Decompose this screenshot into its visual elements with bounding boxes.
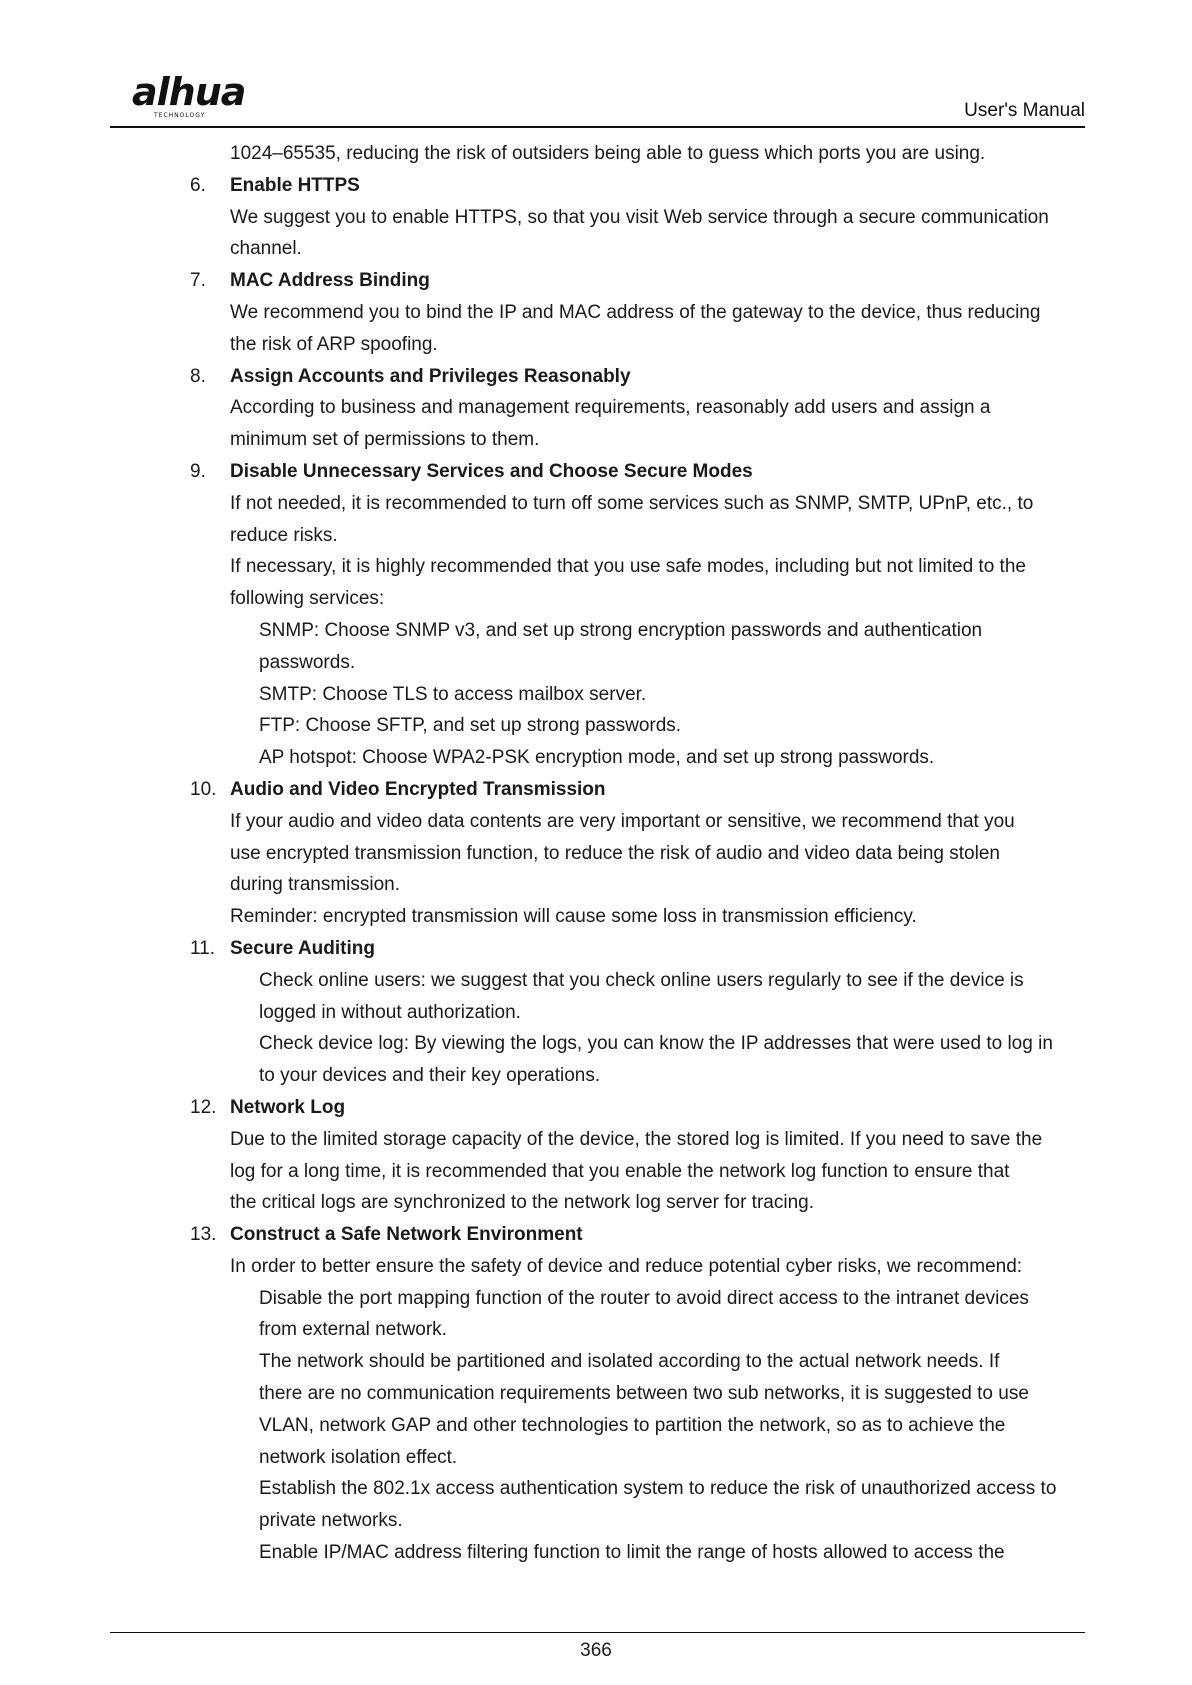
paragraph-text-line: during transmission. [230, 874, 401, 896]
list-item-number: 11. [190, 937, 216, 959]
list-item-heading [190, 265, 1090, 297]
list-item-title: Audio and Video Encrypted Transmission [230, 778, 606, 800]
document-body [190, 138, 1090, 1569]
logo-wordmark: alhua [132, 70, 246, 114]
sub-bullet-text-line: The network should be partitioned and isolated according to the actual network needs. If [259, 1351, 1000, 1373]
paragraph-text-line: Due to the limited storage capacity of the device, the stored log is limited. If you need to save the [230, 1128, 1043, 1150]
paragraph-text-line: the critical logs are synchronized to the network log server for tracing. [230, 1192, 814, 1214]
paragraph-text-line: log for a long time, it is recommended that you enable the network log function to ensure that [230, 1160, 1010, 1182]
list-item-number: 12. [190, 1096, 217, 1118]
list-item-title: Assign Accounts and Privileges Reasonably [230, 365, 631, 387]
paragraph-text-line: following services: [230, 588, 385, 610]
paragraph-text-line: use encrypted transmission function, to reduce the risk of audio and video data being stolen [230, 842, 1000, 864]
manual-title: User's Manual [964, 100, 1085, 121]
paragraph-text-line: If not needed, it is recommended to turn off some services such as SNMP, SMTP, UPnP, etc., to [230, 492, 1034, 514]
list-item-heading [190, 1092, 1090, 1124]
list-item-title: Enable HTTPS [230, 174, 360, 196]
list-item-title: MAC Address Binding [230, 270, 430, 292]
header-rule [110, 126, 1085, 128]
list-item-heading [190, 774, 1090, 806]
list-item-heading [190, 933, 1090, 965]
sub-bullet-text-line: private networks. [259, 1510, 403, 1532]
sub-bullet-text-line: VLAN, network GAP and other technologies to partition the network, so as to achieve the [259, 1414, 1006, 1436]
page-number: 366 [580, 1640, 612, 1661]
paragraph-text-line: If your audio and video data contents are very important or sensitive, we recommend that you [230, 810, 1015, 832]
sub-bullet-text-line: network isolation effect. [259, 1446, 458, 1468]
sub-bullet-text-line: Enable IP/MAC address filtering function to limit the range of hosts allowed to access the [259, 1542, 1005, 1564]
page-header [110, 72, 1085, 128]
sub-bullet-text-line: Check online users: we suggest that you check online users regularly to see if the device is [259, 969, 1024, 991]
sub-bullet-text-line: SNMP: Choose SNMP v3, and set up strong encryption passwords and authentication [259, 619, 983, 641]
list-item-heading [190, 456, 1090, 488]
sub-bullet-text-line: from external network. [259, 1319, 447, 1341]
list-item-title: Disable Unnecessary Services and Choose Secure Modes [230, 460, 753, 482]
list-item-heading [190, 170, 1090, 202]
dahua-logo [120, 70, 280, 119]
footer-rule [110, 1632, 1085, 1633]
paragraph-text-line: reduce risks. [230, 524, 338, 546]
sub-bullet-text-line: AP hotspot: Choose WPA2-PSK encryption mode, and set up strong passwords. [259, 747, 935, 769]
paragraph-text-line: We suggest you to enable HTTPS, so that you visit Web service through a secure communication [230, 206, 1049, 228]
sub-bullet-text-line: SMTP: Choose TLS to access mailbox server. [259, 683, 647, 705]
sub-bullet-text-line: logged in without authorization. [259, 1001, 521, 1023]
sub-bullet-text-line: passwords. [259, 651, 356, 673]
paragraph-text-line: the risk of ARP spoofing. [230, 333, 438, 355]
paragraph-text-line: 1024–65535, reducing the risk of outsiders being able to guess which ports you are using. [230, 143, 986, 164]
list-item-number: 9. [190, 460, 206, 482]
list-item-title: Secure Auditing [230, 937, 375, 959]
list-item-heading [190, 1219, 1090, 1251]
list-item-number: 13. [190, 1224, 217, 1246]
list-item-title: Construct a Safe Network Environment [230, 1224, 583, 1246]
sub-bullet-text-line: Disable the port mapping function of the router to avoid direct access to the intranet devices [259, 1287, 1029, 1309]
sub-bullet-text-line: Establish the 802.1x access authentication system to reduce the risk of unauthorized access to [259, 1478, 1057, 1500]
sub-bullet-text-line: FTP: Choose SFTP, and set up strong passwords. [259, 715, 682, 737]
list-item-number: 6. [190, 174, 206, 196]
paragraph-text-line: minimum set of permissions to them. [230, 429, 540, 451]
list-item-heading [190, 361, 1090, 393]
paragraph-text-line: If necessary, it is highly recommended that you use safe modes, including but not limited to the [230, 556, 1026, 578]
paragraph-text-line: Reminder: encrypted transmission will cause some loss in transmission efficiency. [230, 906, 917, 928]
list-item-number: 7. [190, 270, 206, 292]
sub-bullet-text-line: Check device log: By viewing the logs, you can know the IP addresses that were used to log in [259, 1033, 1053, 1055]
logo-tagline: TECHNOLOGY [154, 112, 206, 119]
list-item-number: 10. [190, 778, 217, 800]
sub-bullet-text-line: to your devices and their key operations. [259, 1065, 601, 1087]
paragraph-text-line: We recommend you to bind the IP and MAC address of the gateway to the device, thus reducing [230, 301, 1041, 323]
list-item-number: 8. [190, 365, 206, 387]
list-item-title: Network Log [230, 1096, 346, 1118]
paragraph-text-line: In order to better ensure the safety of device and reduce potential cyber risks, we recommend: [230, 1255, 1023, 1277]
paragraph-text-line: channel. [230, 238, 302, 260]
paragraph-text-line: According to business and management requirements, reasonably add users and assign a [230, 397, 991, 419]
sub-bullet-text-line: there are no communication requirements between two sub networks, it is suggested to use [259, 1383, 1029, 1405]
